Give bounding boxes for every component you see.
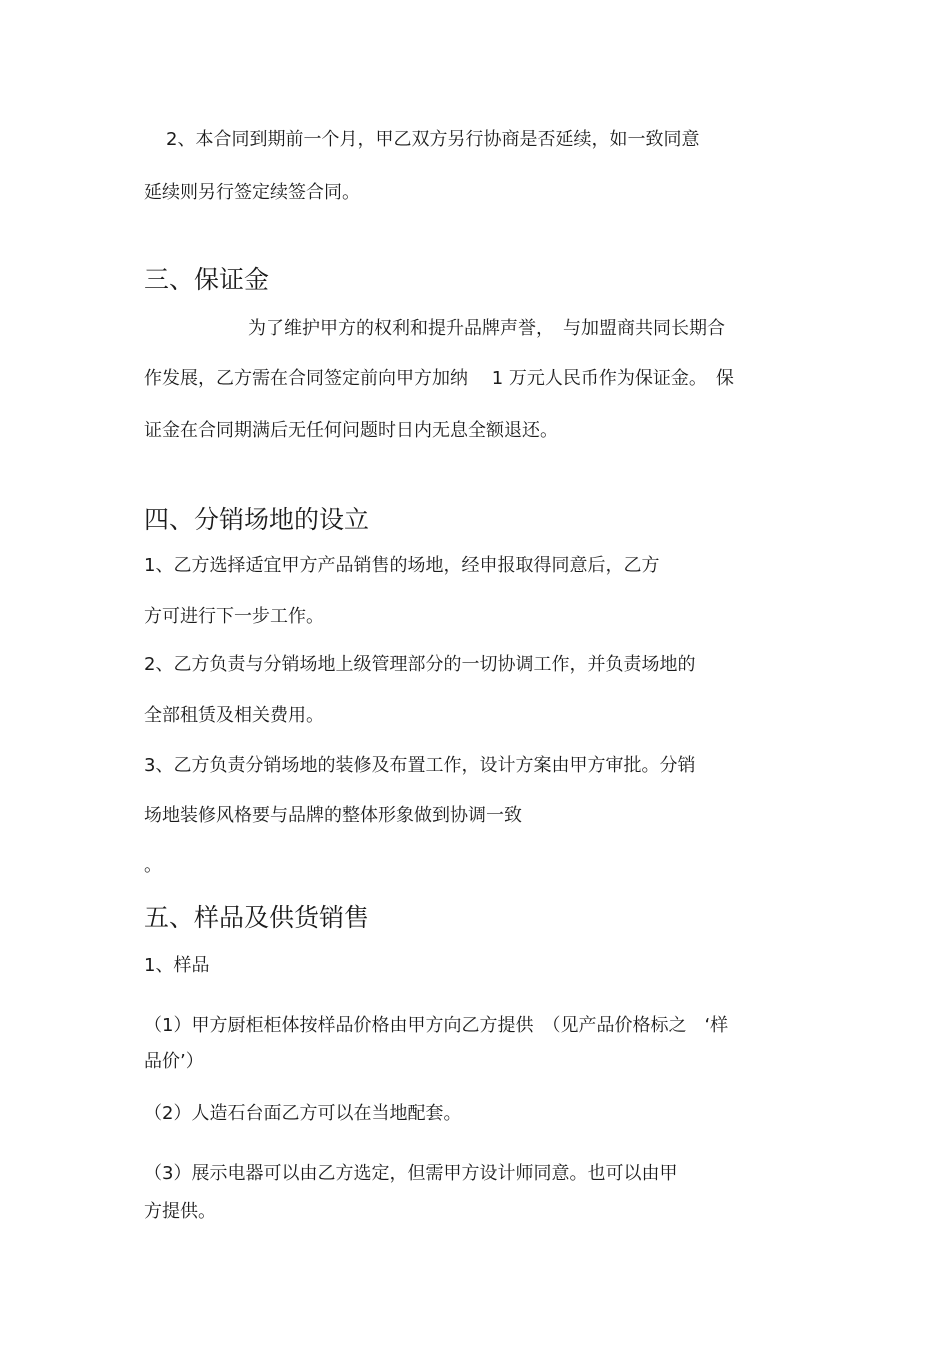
section-5-p3-line-1: （3）展示电器可以由乙方选定，但需甲方设计师同意。也可以由甲 [144, 1163, 678, 1184]
section-4-title: 四、分销场地的设立 [144, 505, 370, 534]
section-5-title: 五、样品及供货销售 [144, 903, 370, 932]
section-4-item-1-line-1: 1、乙方选择适宜甲方产品销售的场地，经申报取得同意后，乙方 [144, 555, 660, 576]
section-4-item-2-line-2: 全部租赁及相关费用。 [144, 705, 324, 726]
section-5-sub-1: 1、样品 [144, 955, 210, 976]
section-3-para-line-1: 为了维护甲方的权利和提升品牌声誉， 与加盟商共同长期合 [248, 318, 725, 339]
section-5-p3-line-2: 方提供。 [144, 1201, 216, 1222]
section-5-p1-line-1: （1）甲方厨柜柜体按样品价格由甲方向乙方提供 （见产品价格标之 ‘样 [144, 1015, 729, 1036]
prev-item-2-line-2: 延续则另行签定续签合同。 [144, 182, 360, 203]
section-5-p1-line-2: 品价’） [144, 1051, 204, 1072]
section-3-para-line-2: 作发展，乙方需在合同签定前向甲方加纳 1 万元人民币作为保证金。 保 [144, 368, 734, 389]
prev-item-2-line-1: 2、本合同到期前一个月，甲乙双方另行协商是否延续，如一致同意 [166, 129, 700, 150]
section-3-para-line-3: 证金在合同期满后无任何问题时日内无息全额退还。 [144, 420, 558, 441]
section-4-item-1-line-2: 方可进行下一步工作。 [144, 606, 324, 627]
section-5-p2: （2）人造石台面乙方可以在当地配套。 [144, 1103, 462, 1124]
section-4-item-3-line-1: 3、乙方负责分销场地的装修及布置工作，设计方案由甲方审批。分销 [144, 755, 696, 776]
section-3-title: 三、保证金 [144, 265, 270, 294]
section-4-item-2-line-1: 2、乙方负责与分销场地上级管理部分的一切协调工作，并负责场地的 [144, 654, 696, 675]
section-4-item-3-line-3: 。 [144, 855, 162, 876]
section-4-item-3-line-2: 场地装修风格要与品牌的整体形象做到协调一致 [144, 805, 522, 826]
